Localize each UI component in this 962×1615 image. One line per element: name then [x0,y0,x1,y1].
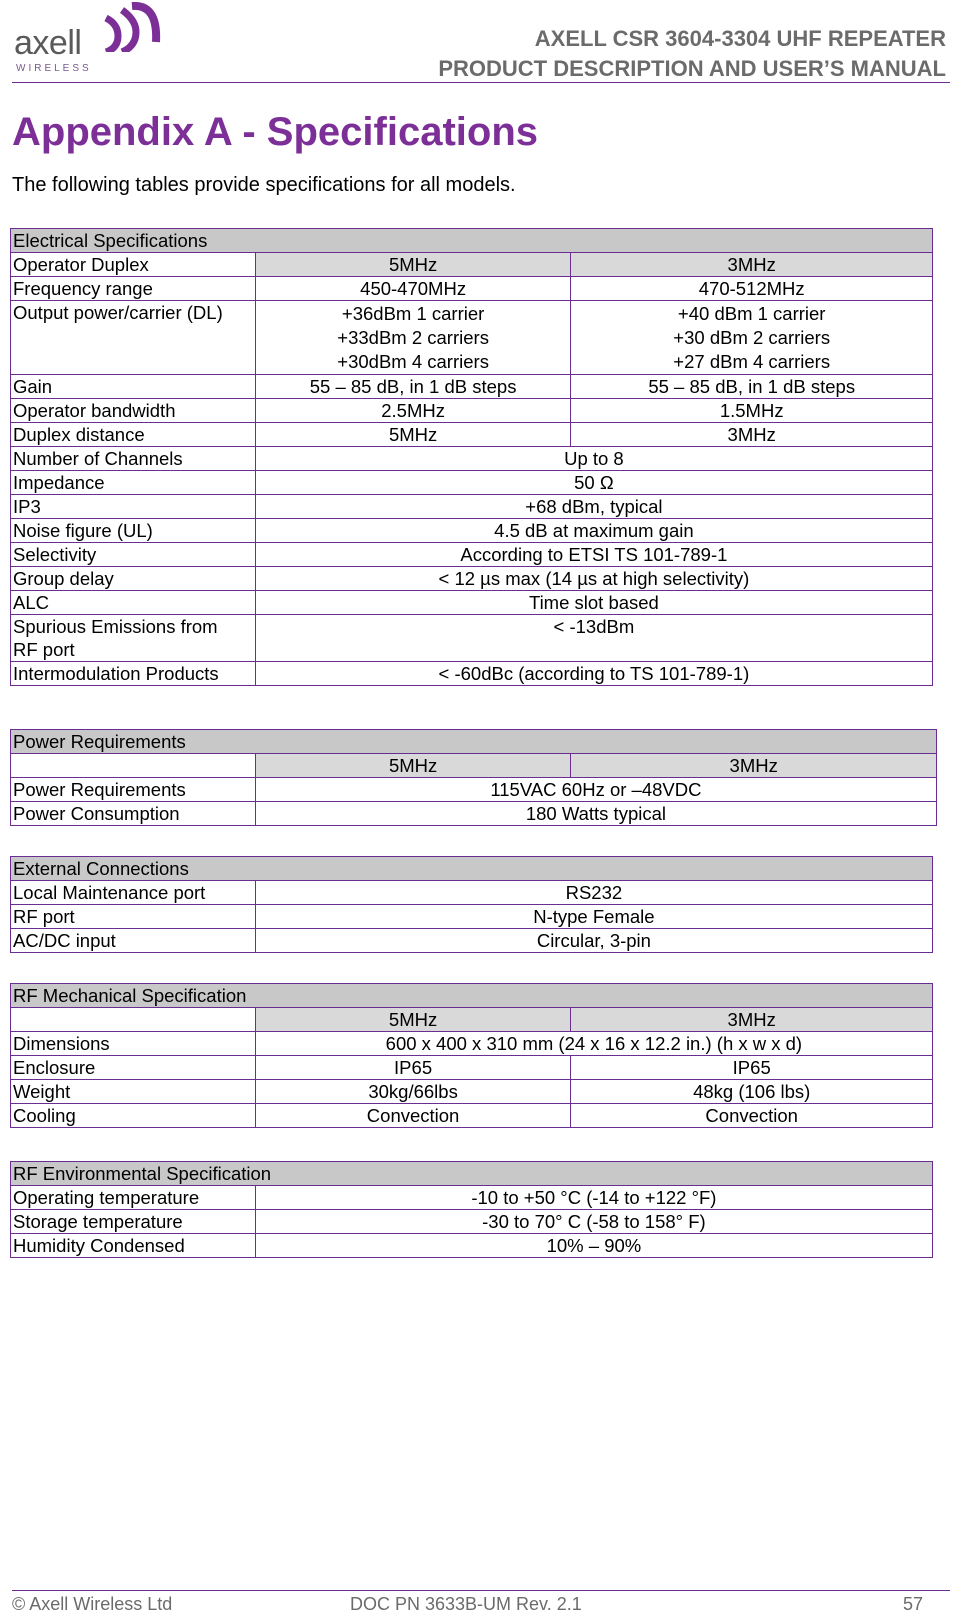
table-title: Power Requirements [11,730,937,754]
table-row [11,881,933,905]
table-row [11,662,933,686]
table-row [11,802,937,826]
row-label-line: Spurious Emissions from [13,616,218,637]
cell-value: 10% – 90% [255,1234,932,1258]
row-label: Weight [11,1080,256,1104]
cell-value: IP65 [571,1056,933,1080]
cell-value: 50 Ω [255,471,932,495]
cell-value: Convection [571,1104,933,1128]
cell-value: 115VAC 60Hz or –48VDC [255,778,936,802]
footer-divider [12,1590,950,1591]
cell-value: < -60dBc (according to TS 101-789-1) [255,662,932,686]
table-row [11,423,933,447]
cell-value: 55 – 85 dB, in 1 dB steps [571,375,933,399]
cell-value: 470-512MHz [571,277,933,301]
table-row [11,495,933,519]
cell-value: Up to 8 [255,447,932,471]
header-divider [12,82,950,83]
cell-value: < -13dBm [255,615,932,662]
power-requirements-table [10,729,937,826]
table-row [11,567,933,591]
cell-value: -30 to 70° C (-58 to 158° F) [255,1210,932,1234]
cell-value: 48kg (106 lbs) [571,1080,933,1104]
table-row [11,519,933,543]
cell-value: < 12 µs max (14 µs at high selectivity) [255,567,932,591]
cell-line: +36dBm 1 carrier [341,303,485,324]
row-label [11,615,256,662]
table-row [11,277,933,301]
table-title: External Connections [11,857,933,881]
row-label: Operator Duplex [11,253,256,277]
cell-value [255,301,571,375]
table-row [11,1080,933,1104]
row-label: Power Requirements [11,778,256,802]
column-header-3mhz: 3MHz [571,754,937,778]
row-label [11,754,256,778]
rf-mechanical-table [10,983,933,1128]
electrical-spec-table [10,228,933,686]
table-title: Electrical Specifications [11,229,933,253]
page-title: Appendix A - Specifications [12,110,538,154]
table-title-row [11,857,933,881]
table-row [11,543,933,567]
table-row [11,615,933,662]
row-label: Dimensions [11,1032,256,1056]
table-title-row [11,1162,933,1186]
row-label: Local Maintenance port [11,881,256,905]
row-label: Humidity Condensed [11,1234,256,1258]
table-row [11,399,933,423]
logo-subtitle: WIRELESS [16,63,92,74]
table-row [11,1032,933,1056]
row-label: Operator bandwidth [11,399,256,423]
row-label: Enclosure [11,1056,256,1080]
cell-value: Convection [255,1104,571,1128]
table-row [11,929,933,953]
document-title-line1: AXELL CSR 3604-3304 UHF REPEATER [534,26,946,51]
cell-value: IP65 [255,1056,571,1080]
row-label: Number of Channels [11,447,256,471]
cell-value: RS232 [255,881,932,905]
cell-value: 55 – 85 dB, in 1 dB steps [255,375,571,399]
row-label: Frequency range [11,277,256,301]
cell-value [571,301,933,375]
row-label: Group delay [11,567,256,591]
cell-line: +33dBm 2 carriers [337,327,489,348]
column-header-5mhz: 5MHz [255,754,571,778]
rf-environmental-table [10,1161,933,1258]
footer-page-number: 57 [903,1594,924,1614]
table-row [11,1210,933,1234]
cell-value: 2.5MHz [255,399,571,423]
logo-swoosh-icon [96,2,168,52]
cell-value: N-type Female [255,905,932,929]
row-label: Duplex distance [11,423,256,447]
row-label: AC/DC input [11,929,256,953]
row-label: Power Consumption [11,802,256,826]
table-row [11,1056,933,1080]
row-label: Storage temperature [11,1210,256,1234]
footer-doc-number: DOC PN 3633B-UM Rev. 2.1 [350,1594,582,1614]
table-row [11,1186,933,1210]
axell-logo [14,2,164,76]
row-label: ALC [11,591,256,615]
table-row [11,754,937,778]
table-row [11,471,933,495]
row-label: RF port [11,905,256,929]
cell-value: 450-470MHz [255,277,571,301]
document-title [438,24,946,84]
cell-value: 30kg/66lbs [255,1080,571,1104]
document-title-line2: PRODUCT DESCRIPTION AND USER’S MANUAL [438,56,946,81]
cell-value: +68 dBm, typical [255,495,932,519]
intro-text: The following tables provide specifications for all models. [12,174,516,196]
table-title: RF Mechanical Specification [11,984,933,1008]
column-header-5mhz: 5MHz [255,253,571,277]
row-label: Selectivity [11,543,256,567]
cell-value: 600 x 400 x 310 mm (24 x 16 x 12.2 in.) (h x w x d) [255,1032,932,1056]
cell-value: 3MHz [571,423,933,447]
cell-value: 180 Watts typical [255,802,936,826]
cell-value: 4.5 dB at maximum gain [255,519,932,543]
table-row [11,1234,933,1258]
table-title-row [11,229,933,253]
table-row [11,591,933,615]
table-title-row [11,984,933,1008]
cell-line: +27 dBm 4 carriers [673,351,831,372]
cell-value: 1.5MHz [571,399,933,423]
row-label: IP3 [11,495,256,519]
table-row [11,778,937,802]
table-row [11,905,933,929]
table-title: RF Environmental Specification [11,1162,933,1186]
row-label: Operating temperature [11,1186,256,1210]
row-label: Cooling [11,1104,256,1128]
logo-wordmark: axell [14,24,82,62]
row-label [11,1008,256,1032]
cell-line: +30dBm 4 carriers [337,351,489,372]
cell-line: +40 dBm 1 carrier [677,303,826,324]
column-header-3mhz: 3MHz [571,253,933,277]
cell-value: Circular, 3-pin [255,929,932,953]
table-row [11,447,933,471]
row-label: Intermodulation Products [11,662,256,686]
external-connections-table [10,856,933,953]
row-label: Output power/carrier (DL) [11,301,256,375]
table-row [11,1104,933,1128]
table-title-row [11,730,937,754]
cell-value: -10 to +50 °C (-14 to +122 °F) [255,1186,932,1210]
table-row [11,375,933,399]
table-row [11,1008,933,1032]
cell-value: 5MHz [255,423,571,447]
cell-value: According to ETSI TS 101-789-1 [255,543,932,567]
cell-value: Time slot based [255,591,932,615]
row-label: Impedance [11,471,256,495]
cell-line: +30 dBm 2 carriers [673,327,831,348]
row-label: Noise figure (UL) [11,519,256,543]
table-row [11,301,933,375]
table-row [11,253,933,277]
column-header-3mhz: 3MHz [571,1008,933,1032]
row-label: Gain [11,375,256,399]
row-label-line: RF port [13,639,75,660]
footer-copyright: © Axell Wireless Ltd [12,1594,173,1614]
column-header-5mhz: 5MHz [255,1008,571,1032]
